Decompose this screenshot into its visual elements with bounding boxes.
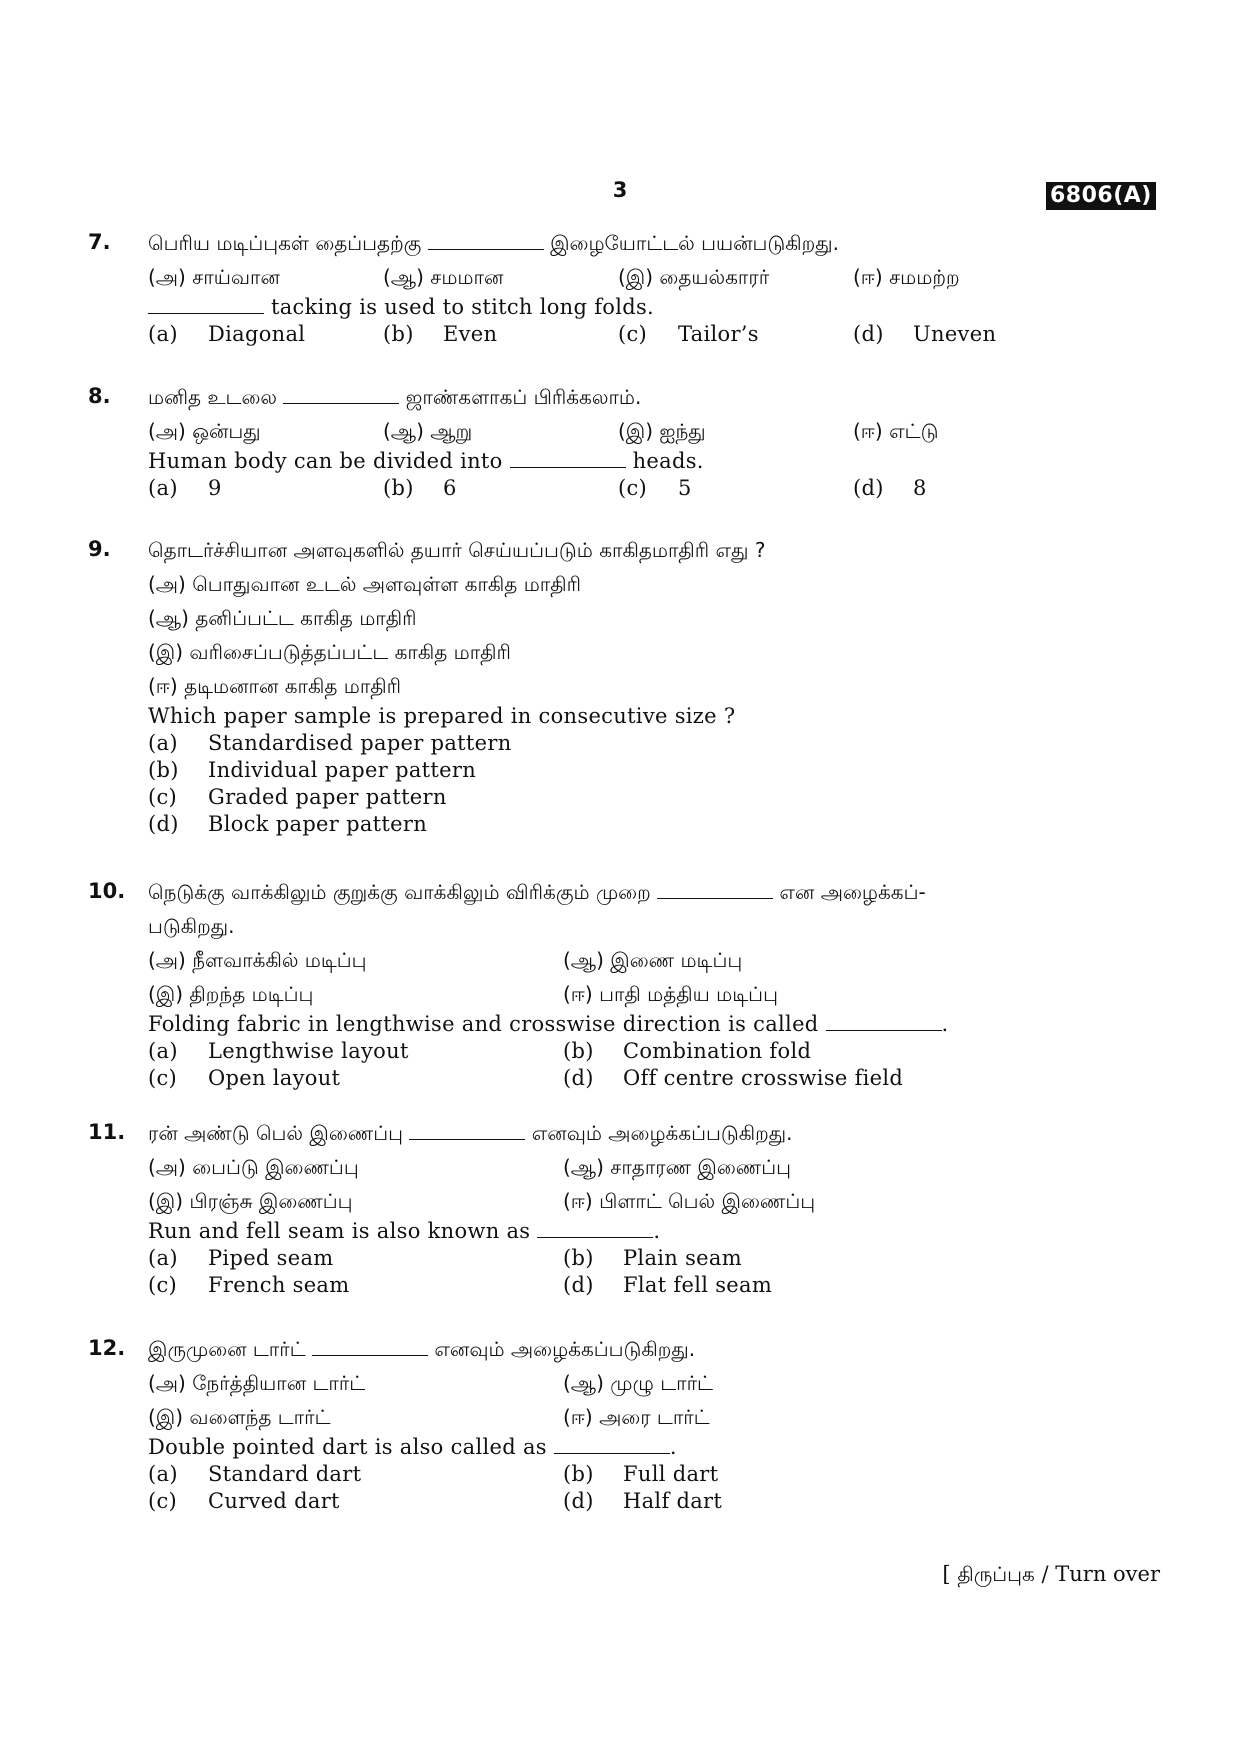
question-text-tamil-cont: படுகிறது. bbox=[148, 914, 235, 938]
option-label: (இ) bbox=[148, 982, 184, 1006]
option bbox=[618, 414, 853, 448]
option-text: Combination fold bbox=[623, 1039, 812, 1063]
answer-blank bbox=[537, 1219, 653, 1238]
option-text: 8 bbox=[913, 476, 927, 500]
option-label: (இ) bbox=[148, 1405, 184, 1429]
question-number: 9. bbox=[88, 537, 111, 561]
option bbox=[563, 1245, 978, 1272]
question-number: 10. bbox=[88, 879, 126, 903]
option-text: சமமற்ற bbox=[889, 265, 960, 289]
options-tamil bbox=[148, 1184, 1168, 1218]
option bbox=[383, 321, 618, 348]
option-text: நீளவாக்கில் மடிப்பு bbox=[192, 948, 367, 972]
question-text-tamil bbox=[148, 1332, 1168, 1366]
option-label: (அ) bbox=[148, 572, 186, 596]
question-number: 8. bbox=[88, 384, 111, 408]
option-text: Curved dart bbox=[208, 1489, 340, 1513]
option bbox=[383, 475, 618, 502]
option-label: (c) bbox=[148, 1066, 178, 1090]
option bbox=[148, 475, 383, 502]
option-label: (ஈ) bbox=[563, 1405, 593, 1429]
question-text-tamil bbox=[148, 226, 1168, 260]
text-part: பெரிய மடிப்புகள் தைப்பதற்கு bbox=[148, 231, 422, 255]
option bbox=[148, 567, 1168, 601]
text-part: இருமுனை டார்ட் bbox=[148, 1337, 306, 1361]
answer-blank bbox=[283, 385, 399, 404]
question-text-english bbox=[148, 448, 1168, 475]
option-text: பிளாட் பெல் இணைப்பு bbox=[599, 1189, 816, 1213]
page-number: 3 bbox=[612, 178, 628, 202]
question-7 bbox=[88, 226, 1168, 348]
answer-blank bbox=[554, 1435, 670, 1454]
option bbox=[853, 475, 1088, 502]
option bbox=[563, 1488, 978, 1515]
option bbox=[148, 1150, 563, 1184]
option bbox=[563, 1150, 978, 1184]
option-text: Full dart bbox=[623, 1462, 719, 1486]
option-text: தனிப்பட்ட காகித மாதிரி bbox=[195, 606, 417, 630]
question-text-tamil bbox=[148, 380, 1168, 414]
option-label: (b) bbox=[148, 758, 179, 782]
option-text: Uneven bbox=[913, 322, 997, 346]
text-part: ஜாண்களாகப் பிரிக்கலாம். bbox=[405, 385, 642, 409]
option-label: (ஆ) bbox=[563, 948, 604, 972]
question-text-english bbox=[148, 1434, 1168, 1461]
option bbox=[148, 1245, 563, 1272]
question-text-english bbox=[148, 1011, 1168, 1038]
text-part: நெடுக்கு வாக்கிலும் குறுக்கு வாக்கிலும் விரிக்கும் முறை bbox=[148, 880, 651, 904]
option-label: (a) bbox=[148, 731, 178, 755]
text-part: Human body can be divided into bbox=[148, 449, 503, 473]
option-text: வரிசைப்படுத்தப்பட்ட காகித மாதிரி bbox=[189, 640, 511, 664]
option-label: (c) bbox=[618, 476, 648, 500]
option-label: (a) bbox=[148, 1462, 178, 1486]
option-text: Standardised paper pattern bbox=[208, 731, 512, 755]
turn-over-note bbox=[942, 1562, 1160, 1589]
option-label: (அ) bbox=[148, 948, 186, 972]
option-text: 5 bbox=[678, 476, 692, 500]
option bbox=[148, 943, 563, 977]
option bbox=[148, 1366, 563, 1400]
option-label: (ஆ) bbox=[563, 1155, 604, 1179]
option bbox=[148, 1184, 563, 1218]
option-label: (ஆ) bbox=[563, 1371, 604, 1395]
option-label: (b) bbox=[383, 322, 414, 346]
option-label: (d) bbox=[853, 322, 884, 346]
option-label: (d) bbox=[563, 1273, 594, 1297]
option bbox=[563, 977, 978, 1011]
option-label: (b) bbox=[563, 1462, 594, 1486]
option-label: (அ) bbox=[148, 265, 186, 289]
option-text: பொதுவான உடல் அளவுள்ள காகித மாதிரி bbox=[192, 572, 582, 596]
text-part: ரன் அண்டு பெல் இணைப்பு bbox=[148, 1121, 403, 1145]
option-text: Lengthwise layout bbox=[208, 1039, 409, 1063]
options-tamil bbox=[148, 260, 1168, 294]
text-part: எனவும் அழைக்கப்படுகிறது. bbox=[531, 1121, 793, 1145]
question-text-tamil: தொடர்ச்சியான அளவுகளில் தயார் செய்யப்படும் காகிதமாதிரி எது ? bbox=[148, 538, 766, 562]
option-text: அரை டார்ட் bbox=[599, 1405, 710, 1429]
option-label: (அ) bbox=[148, 419, 186, 443]
option-text: முழு டார்ட் bbox=[610, 1371, 713, 1395]
option-label: (c) bbox=[148, 785, 178, 809]
option bbox=[148, 784, 1168, 811]
option-text: பைப்டு இணைப்பு bbox=[192, 1155, 359, 1179]
options-english bbox=[148, 1065, 1168, 1092]
option bbox=[148, 1065, 563, 1092]
option-label: (ஆ) bbox=[383, 419, 424, 443]
option-text: எட்டு bbox=[889, 419, 939, 443]
option-label: (ஆ) bbox=[383, 265, 424, 289]
options-english bbox=[148, 321, 1168, 348]
option-text: Tailor’s bbox=[678, 322, 759, 346]
text-part: என அழைக்கப்- bbox=[779, 880, 926, 904]
option bbox=[148, 1038, 563, 1065]
option-label: (a) bbox=[148, 1039, 178, 1063]
option-text: ஆறு bbox=[430, 419, 473, 443]
options-tamil bbox=[148, 1366, 1168, 1400]
option bbox=[148, 730, 1168, 757]
option-text: French seam bbox=[208, 1273, 350, 1297]
option-text: சாய்வான bbox=[192, 265, 280, 289]
option bbox=[148, 260, 383, 294]
option-text: Plain seam bbox=[623, 1246, 742, 1270]
option-text: ஐந்து bbox=[659, 419, 706, 443]
option-text: Half dart bbox=[623, 1489, 723, 1513]
option bbox=[853, 260, 1088, 294]
option-label: (ஈ) bbox=[563, 982, 593, 1006]
text-part: . bbox=[669, 1435, 677, 1459]
option bbox=[148, 1461, 563, 1488]
option-text: சாதாரண இணைப்பு bbox=[610, 1155, 791, 1179]
option-text: வளைந்த டார்ட் bbox=[189, 1405, 331, 1429]
option-label: (ஈ) bbox=[853, 265, 883, 289]
option-label: (அ) bbox=[148, 1155, 186, 1179]
option-label: (ஆ) bbox=[148, 606, 189, 630]
option bbox=[853, 414, 1088, 448]
question-9 bbox=[88, 533, 1168, 838]
option-text: Even bbox=[443, 322, 498, 346]
question-text-english: Which paper sample is prepared in consecutive size ? bbox=[148, 704, 736, 728]
option-text: இணை மடிப்பு bbox=[610, 948, 743, 972]
option bbox=[148, 601, 1168, 635]
option-text: Flat fell seam bbox=[623, 1273, 773, 1297]
option-text: Piped seam bbox=[208, 1246, 334, 1270]
text-part: Folding fabric in lengthwise and crosswise direction is called bbox=[148, 1012, 819, 1036]
option bbox=[563, 943, 978, 977]
options-english bbox=[148, 475, 1168, 502]
text-part: மனித உடலை bbox=[148, 385, 277, 409]
option-text: தடிமனான காகித மாதிரி bbox=[184, 674, 402, 698]
answer-blank bbox=[312, 1337, 428, 1356]
option-text: தையல்காரர் bbox=[659, 265, 770, 289]
question-text-tamil bbox=[148, 1116, 1168, 1150]
option-label: (ஈ) bbox=[853, 419, 883, 443]
options-tamil bbox=[148, 977, 1168, 1011]
option bbox=[618, 260, 853, 294]
question-12 bbox=[88, 1332, 1168, 1515]
options-tamil bbox=[148, 1150, 1168, 1184]
options-english bbox=[148, 1488, 1168, 1515]
option-text: Open layout bbox=[208, 1066, 341, 1090]
option-text: 9 bbox=[208, 476, 222, 500]
text-part: . bbox=[653, 1219, 661, 1243]
option bbox=[853, 321, 1088, 348]
option-label: (ஈ) bbox=[563, 1189, 593, 1213]
question-8 bbox=[88, 380, 1168, 502]
option bbox=[148, 1488, 563, 1515]
option-text: Individual paper pattern bbox=[208, 758, 477, 782]
option bbox=[148, 669, 1168, 703]
question-11 bbox=[88, 1116, 1168, 1299]
option-label: (d) bbox=[853, 476, 884, 500]
option-label: (ஈ) bbox=[148, 674, 178, 698]
option-text: 6 bbox=[443, 476, 457, 500]
option bbox=[563, 1038, 978, 1065]
option-label: (c) bbox=[148, 1273, 178, 1297]
answer-blank bbox=[148, 295, 264, 314]
option bbox=[148, 1272, 563, 1299]
option bbox=[148, 977, 563, 1011]
text-part: Run and fell seam is also known as bbox=[148, 1219, 531, 1243]
option-label: (b) bbox=[383, 476, 414, 500]
answer-blank bbox=[409, 1121, 525, 1140]
answer-blank bbox=[657, 880, 773, 899]
option-label: (இ) bbox=[618, 419, 654, 443]
option-text: ஒன்பது bbox=[192, 419, 261, 443]
option-label: (b) bbox=[563, 1039, 594, 1063]
option bbox=[563, 1400, 978, 1434]
option-text: திறந்த மடிப்பு bbox=[189, 982, 314, 1006]
option bbox=[563, 1461, 978, 1488]
option-label: (இ) bbox=[148, 640, 184, 664]
paper-code: 6806(A) bbox=[1046, 182, 1156, 210]
option-label: (d) bbox=[148, 812, 179, 836]
option-text: நேர்த்தியான டார்ட் bbox=[192, 1371, 366, 1395]
text-part: எனவும் அழைக்கப்படுகிறது. bbox=[434, 1337, 696, 1361]
options-tamil bbox=[148, 943, 1168, 977]
option-label: (d) bbox=[563, 1066, 594, 1090]
option-text: பிரஞ்சு இணைப்பு bbox=[189, 1189, 353, 1213]
option bbox=[618, 321, 853, 348]
separator: / bbox=[1041, 1562, 1049, 1586]
option bbox=[148, 757, 1168, 784]
option-text: பாதி மத்திய மடிப்பு bbox=[599, 982, 778, 1006]
options-english bbox=[148, 1038, 1168, 1065]
question-number: 11. bbox=[88, 1120, 126, 1144]
option bbox=[148, 635, 1168, 669]
option-label: (இ) bbox=[618, 265, 654, 289]
text-part: tacking is used to stitch long folds. bbox=[270, 295, 655, 319]
answer-blank bbox=[428, 231, 544, 250]
option-label: (c) bbox=[148, 1489, 178, 1513]
option-text: Block paper pattern bbox=[208, 812, 428, 836]
turn-over-english: Turn over bbox=[1055, 1562, 1160, 1586]
question-text-english bbox=[148, 1218, 1168, 1245]
text-part: . bbox=[941, 1012, 949, 1036]
option-text: சமமான bbox=[430, 265, 504, 289]
question-number: 12. bbox=[88, 1336, 126, 1360]
options-english bbox=[148, 1461, 1168, 1488]
options-english bbox=[148, 1272, 1168, 1299]
option-text: Graded paper pattern bbox=[208, 785, 447, 809]
option bbox=[148, 414, 383, 448]
option bbox=[618, 475, 853, 502]
option-label: (d) bbox=[563, 1489, 594, 1513]
question-number: 7. bbox=[88, 230, 111, 254]
option bbox=[563, 1272, 978, 1299]
option bbox=[563, 1184, 978, 1218]
question-text-tamil bbox=[148, 875, 1168, 909]
turn-over-tamil: திருப்புக bbox=[957, 1562, 1035, 1586]
option-label: (அ) bbox=[148, 1371, 186, 1395]
option bbox=[383, 260, 618, 294]
bracket: [ bbox=[942, 1562, 951, 1586]
text-part: heads. bbox=[632, 449, 704, 473]
options-tamil bbox=[148, 1400, 1168, 1434]
option-label: (a) bbox=[148, 1246, 178, 1270]
option bbox=[563, 1366, 978, 1400]
answer-blank bbox=[510, 449, 626, 468]
option bbox=[563, 1065, 978, 1092]
question-text-english bbox=[148, 294, 1168, 321]
options-tamil bbox=[148, 414, 1168, 448]
option-text: Standard dart bbox=[208, 1462, 362, 1486]
text-part: இழையோட்டல் பயன்படுகிறது. bbox=[550, 231, 839, 255]
option bbox=[148, 811, 1168, 838]
option-label: (a) bbox=[148, 322, 178, 346]
option-label: (c) bbox=[618, 322, 648, 346]
text-part: Double pointed dart is also called as bbox=[148, 1435, 547, 1459]
option-text: Diagonal bbox=[208, 322, 306, 346]
option-text: Off centre crosswise field bbox=[623, 1066, 904, 1090]
option bbox=[383, 414, 618, 448]
option-label: (a) bbox=[148, 476, 178, 500]
answer-blank bbox=[826, 1012, 942, 1031]
option bbox=[148, 321, 383, 348]
option-label: (இ) bbox=[148, 1189, 184, 1213]
question-10 bbox=[88, 875, 1168, 1092]
option bbox=[148, 1400, 563, 1434]
option-label: (b) bbox=[563, 1246, 594, 1270]
options-english bbox=[148, 1245, 1168, 1272]
